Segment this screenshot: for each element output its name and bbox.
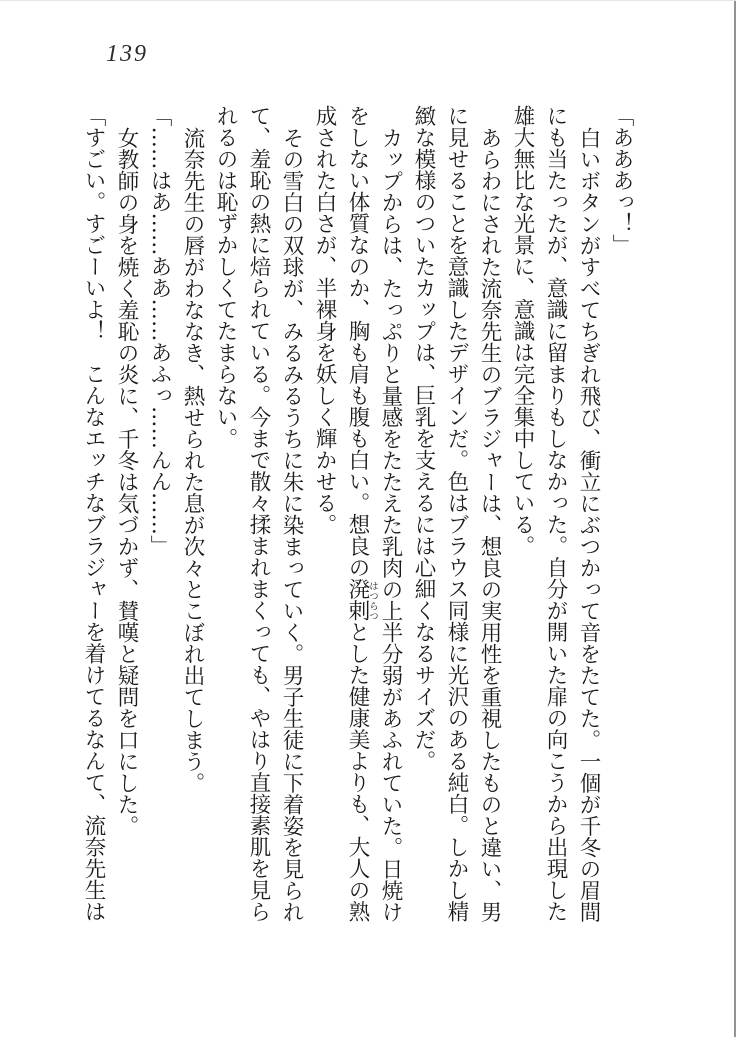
paragraph-5: その雪白の双球が、みるみるうちに朱に染まっていく。男子生徒に下着姿を見られて、羞恥の熱に焙られている。今まで散々揉まれまくっても、やはり直接素肌を見られるのは恥ずかしくてたまらない。 (213, 105, 304, 922)
page-number: 139 (106, 41, 148, 67)
paragraph-4-post: とした健康美よりも、大人の熟成された白さが、半裸身を妖しく輝かせる。 (312, 105, 370, 922)
paragraph-4 (308, 105, 407, 925)
paragraph-3: あらわにされた流奈先生のブラジャーは、想良の実用性を重視したものと違い、男に見せることを意識したデザインだ。色はブラウス同様に光沢のある純白。しかし精緻な模様のついたカップは、巨乳を支えるには心細くなるサイズだ。 (411, 105, 502, 922)
paragraph-dialogue-1: 「あああっ！」 (609, 105, 634, 256)
paragraph-6: 流奈先生の唇がわななき、熱せられた息が次々とこぼれ出てしまう。 (180, 126, 205, 793)
paragraph-2: 白いボタンがすべてちぎれ飛び、衝立にぶつかって音をたてた。一個が千冬の眉間にも当たったが、意識に留まりもしなかった。自分が開いた扉の向こうから出現した雄大無比な光景に、意識は完全集中している。 (510, 105, 601, 922)
paragraph-8: 女教師の身を焼く羞恥の炎に、千冬は気づかず、賛嘆と疑問を口にした。 (114, 126, 139, 836)
page-text (77, 105, 638, 925)
paragraph-dialogue-7: 「……はあ……ああ……あふっ……んん……」 (147, 105, 172, 557)
paragraph-dialogue-9: 「すごい。すごーいよ！ こんなエッチなブラジャーを着けてるなんて、流奈先生は (81, 105, 106, 922)
furigana-base: 溌剌 (345, 578, 370, 621)
paragraph-4-pre: カップからは、たっぷりと量感をたたえた乳肉の上半分弱があふれていた。日焼けをしない体質なのか、胸も肩も腹も白い。想良の (345, 105, 403, 922)
furigana: はつらつ (367, 581, 378, 621)
